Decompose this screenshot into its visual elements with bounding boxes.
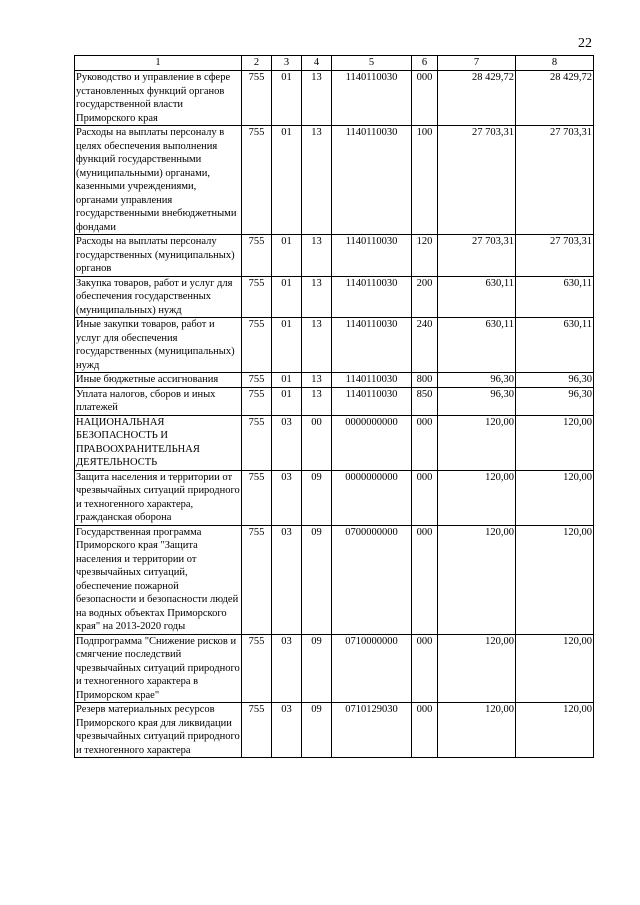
row-name: Защита населения и территории от чрезвычайных ситуаций природного и техногенного характера, гражданская оборона <box>76 471 240 523</box>
ministry-code: 755 <box>242 126 272 235</box>
amount-col7: 27 703,31 <box>438 126 516 235</box>
ministry-code: 755 <box>242 276 272 318</box>
amount-col8: 120,00 <box>516 525 594 634</box>
amount-col7: 120,00 <box>438 703 516 758</box>
table-row <box>75 373 594 388</box>
amount-col8: 630,11 <box>516 318 594 373</box>
row-name: Уплата налогов, сборов и иных платежей <box>75 387 242 415</box>
subsection-code: 13 <box>302 126 332 235</box>
target-code: 1140110030 <box>332 126 412 235</box>
amount-col7: 28 429,72 <box>438 71 516 126</box>
row-name: Закупка товаров, работ и услуг для обеспечения государственных (муниципальных) нужд <box>75 276 242 318</box>
expense-type-code: 000 <box>412 470 438 525</box>
expense-type-code: 000 <box>412 525 438 634</box>
expense-type-code: 850 <box>412 387 438 415</box>
table-row <box>75 387 594 415</box>
ministry-code: 755 <box>242 703 272 758</box>
expense-type-code: 100 <box>412 126 438 235</box>
expense-type-code: 240 <box>412 318 438 373</box>
table-row <box>75 235 594 277</box>
ministry-code: 755 <box>242 387 272 415</box>
amount-col7: 96,30 <box>438 387 516 415</box>
row-name: Расходы на выплаты персоналу в целях обеспечения выполнения функций государственными (муниципальными) органами, казенными учреждениями, органами управления государственными внебюджетными фондами <box>75 126 242 235</box>
subsection-code: 09 <box>302 525 332 634</box>
amount-col8: 27 703,31 <box>516 235 594 277</box>
amount-col8: 27 703,31 <box>516 126 594 235</box>
column-header: 4 <box>302 56 332 71</box>
ministry-code: 755 <box>242 318 272 373</box>
row-name: Подпрограмма "Снижение рисков и смягчение последствий чрезвычайных ситуаций природного и техногенного характера в Приморском крае" <box>76 635 240 701</box>
amount-col8: 96,30 <box>516 373 594 388</box>
expense-type-code: 200 <box>412 276 438 318</box>
section-code: 01 <box>272 276 302 318</box>
section-code: 01 <box>272 387 302 415</box>
subsection-code: 13 <box>302 387 332 415</box>
ministry-code: 755 <box>242 525 272 634</box>
subsection-code: 09 <box>302 470 332 525</box>
page-number: 22 <box>578 36 592 51</box>
expense-type-code: 120 <box>412 235 438 277</box>
budget-table <box>74 55 594 758</box>
table-row <box>75 276 594 318</box>
subsection-code: 09 <box>302 703 332 758</box>
table-row <box>75 634 594 703</box>
row-name: Иные закупки товаров, работ и услуг для обеспечения государственных (муниципальных) нужд <box>75 318 242 373</box>
subsection-code: 13 <box>302 71 332 126</box>
section-code: 01 <box>272 373 302 388</box>
subsection-code: 13 <box>302 235 332 277</box>
expense-type-code: 000 <box>412 71 438 126</box>
table-row <box>75 126 594 235</box>
amount-col7: 120,00 <box>438 634 516 703</box>
amount-col7: 630,11 <box>438 276 516 318</box>
subsection-code: 09 <box>302 634 332 703</box>
section-code: 01 <box>272 318 302 373</box>
ministry-code: 755 <box>242 415 272 470</box>
table-row <box>75 525 594 634</box>
expense-type-code: 000 <box>412 415 438 470</box>
row-name: Руководство и управление в сфере установленных функций органов государственной власти Приморского края <box>75 71 242 126</box>
table-row <box>75 71 594 126</box>
section-code: 01 <box>272 126 302 235</box>
subsection-code: 13 <box>302 276 332 318</box>
subsection-code: 13 <box>302 373 332 388</box>
expense-type-code: 800 <box>412 373 438 388</box>
amount-col8: 120,00 <box>516 470 594 525</box>
expense-type-code: 000 <box>412 634 438 703</box>
section-code: 03 <box>272 634 302 703</box>
table-row <box>75 703 594 758</box>
target-code: 0710129030 <box>332 703 412 758</box>
amount-col8: 28 429,72 <box>516 71 594 126</box>
target-code: 1140110030 <box>332 235 412 277</box>
section-code: 03 <box>272 415 302 470</box>
header-row <box>75 56 594 71</box>
column-header: 7 <box>438 56 516 71</box>
amount-col8: 120,00 <box>516 634 594 703</box>
target-code: 1140110030 <box>332 71 412 126</box>
amount-col7: 27 703,31 <box>438 235 516 277</box>
amount-col7: 120,00 <box>438 525 516 634</box>
row-name: Резерв материальных ресурсов Приморского края для ликвидации чрезвычайных ситуаций природного и техногенного характера <box>76 704 240 756</box>
target-code: 1140110030 <box>332 373 412 388</box>
subsection-code: 13 <box>302 318 332 373</box>
ministry-code: 755 <box>242 634 272 703</box>
column-header: 1 <box>75 56 242 71</box>
table-row <box>75 318 594 373</box>
amount-col7: 630,11 <box>438 318 516 373</box>
amount-col8: 120,00 <box>516 703 594 758</box>
amount-col7: 120,00 <box>438 470 516 525</box>
row-name: Расходы на выплаты персоналу государственных (муниципальных) органов <box>75 235 242 277</box>
amount-col8: 120,00 <box>516 415 594 470</box>
amount-col7: 96,30 <box>438 373 516 388</box>
ministry-code: 755 <box>242 235 272 277</box>
section-code: 01 <box>272 71 302 126</box>
table-row <box>75 470 594 525</box>
section-code: 03 <box>272 703 302 758</box>
row-name: Государственная программа Приморского края "Защита населения и территории от чрезвычайных ситуаций, обеспечение пожарной безопасности и безопасности людей на водных объектах Приморского края" на 2013-2020 годы <box>75 525 242 634</box>
ministry-code: 755 <box>242 71 272 126</box>
target-code: 1140110030 <box>332 318 412 373</box>
target-code: 0710000000 <box>332 634 412 703</box>
table-row <box>75 415 594 470</box>
amount-col8: 630,11 <box>516 276 594 318</box>
column-header: 6 <box>412 56 438 71</box>
column-header: 5 <box>332 56 412 71</box>
column-header: 8 <box>516 56 594 71</box>
target-code: 0700000000 <box>332 525 412 634</box>
subsection-code: 00 <box>302 415 332 470</box>
section-code: 01 <box>272 235 302 277</box>
target-code: 1140110030 <box>332 387 412 415</box>
column-header: 2 <box>242 56 272 71</box>
ministry-code: 755 <box>242 373 272 388</box>
section-code: 03 <box>272 470 302 525</box>
column-header: 3 <box>272 56 302 71</box>
amount-col8: 96,30 <box>516 387 594 415</box>
target-code: 1140110030 <box>332 276 412 318</box>
ministry-code: 755 <box>242 470 272 525</box>
target-code: 0000000000 <box>332 415 412 470</box>
row-name: НАЦИОНАЛЬНАЯ БЕЗОПАСНОСТЬ И ПРАВООХРАНИТЕЛЬНАЯ ДЕЯТЕЛЬНОСТЬ <box>75 415 242 470</box>
target-code: 0000000000 <box>332 470 412 525</box>
amount-col7: 120,00 <box>438 415 516 470</box>
row-name: Иные бюджетные ассигнования <box>75 373 242 388</box>
expense-type-code: 000 <box>412 703 438 758</box>
section-code: 03 <box>272 525 302 634</box>
